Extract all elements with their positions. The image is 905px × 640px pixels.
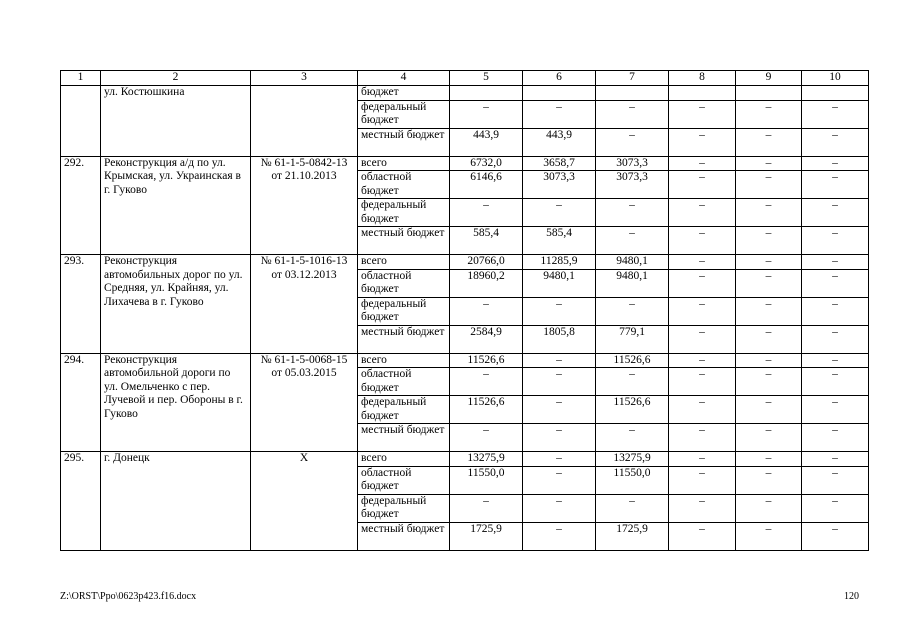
column-header: 10 (802, 71, 869, 86)
amount-cell: 2584,9 (450, 325, 523, 353)
amount-cell: 443,9 (450, 128, 523, 156)
amount-cell: 585,4 (450, 227, 523, 255)
amount-cell: – (450, 494, 523, 522)
amount-cell: 11526,6 (450, 353, 523, 368)
table-row (61, 156, 869, 171)
amount-cell: 1725,9 (596, 522, 669, 550)
entry-number: 292. (61, 156, 101, 255)
amount-cell: – (523, 466, 596, 494)
amount-cell: – (596, 424, 669, 452)
amount-cell: – (802, 100, 869, 128)
amount-cell: – (596, 297, 669, 325)
amount-cell: – (802, 227, 869, 255)
amount-cell: – (669, 368, 736, 396)
amount-cell: – (669, 424, 736, 452)
amount-cell: – (669, 100, 736, 128)
amount-cell: 18960,2 (450, 269, 523, 297)
amount-cell: 11550,0 (596, 466, 669, 494)
amount-cell: – (736, 325, 802, 353)
column-number-row (61, 71, 869, 86)
amount-cell: – (669, 227, 736, 255)
amount-cell: – (736, 199, 802, 227)
file-path: Z:\ORST\Ppo\0623p423.f16.docx (60, 591, 197, 602)
amount-cell: – (802, 199, 869, 227)
amount-cell: – (669, 156, 736, 171)
amount-cell: – (736, 368, 802, 396)
table-row (61, 255, 869, 270)
amount-cell: – (802, 494, 869, 522)
amount-cell: – (736, 171, 802, 199)
amount-cell: – (669, 269, 736, 297)
funding-source: областной бюджет (358, 466, 450, 494)
object-name: Реконструкция автомобильной дороги по ул. Омельченко с пер. Лучевой и пер. Обороны в г. Гуково (101, 353, 251, 452)
amount-cell: – (736, 396, 802, 424)
amount-cell: – (736, 128, 802, 156)
amount-cell: – (736, 466, 802, 494)
amount-cell: 3073,3 (596, 156, 669, 171)
funding-source: всего (358, 452, 450, 467)
object-name: Реконструкция автомобильных дорог по ул. Средняя, ул. Крайняя, ул. Лихачева в г. Гуково (101, 255, 251, 354)
amount-cell: – (736, 269, 802, 297)
column-header: 6 (523, 71, 596, 86)
object-name: г. Донецк (101, 452, 251, 551)
amount-cell: 3073,3 (596, 171, 669, 199)
amount-cell: – (450, 199, 523, 227)
amount-cell: 443,9 (523, 128, 596, 156)
column-header: 8 (669, 71, 736, 86)
amount-cell: 11526,6 (596, 353, 669, 368)
funding-source: всего (358, 255, 450, 270)
amount-cell: – (736, 522, 802, 550)
table-row (61, 353, 869, 368)
page-number: 120 (844, 591, 859, 602)
funding-source: федеральный бюджет (358, 396, 450, 424)
amount-cell: – (802, 325, 869, 353)
amount-cell: – (523, 199, 596, 227)
amount-cell: – (450, 368, 523, 396)
amount-cell (736, 86, 802, 101)
amount-cell: – (596, 494, 669, 522)
amount-cell: – (802, 156, 869, 171)
funding-source: местный бюджет (358, 522, 450, 550)
amount-cell: 3073,3 (523, 171, 596, 199)
funding-source: федеральный бюджет (358, 100, 450, 128)
funding-source: областной бюджет (358, 171, 450, 199)
funding-source: всего (358, 353, 450, 368)
amount-cell: – (596, 128, 669, 156)
amount-cell: – (669, 297, 736, 325)
amount-cell: 9480,1 (523, 269, 596, 297)
table-row (61, 452, 869, 467)
amount-cell: – (802, 368, 869, 396)
amount-cell: – (669, 171, 736, 199)
amount-cell: – (736, 297, 802, 325)
amount-cell: – (736, 452, 802, 467)
amount-cell: – (669, 494, 736, 522)
amount-cell: – (596, 199, 669, 227)
amount-cell: – (523, 368, 596, 396)
amount-cell (669, 86, 736, 101)
funding-source: областной бюджет (358, 269, 450, 297)
amount-cell: – (450, 100, 523, 128)
funding-source: местный бюджет (358, 227, 450, 255)
amount-cell: – (736, 100, 802, 128)
amount-cell: 11526,6 (596, 396, 669, 424)
column-header: 3 (251, 71, 358, 86)
amount-cell: – (669, 353, 736, 368)
funding-source: местный бюджет (358, 128, 450, 156)
amount-cell: – (596, 100, 669, 128)
amount-cell: – (669, 255, 736, 270)
approval-document (251, 86, 358, 157)
amount-cell: – (523, 297, 596, 325)
object-name: ул. Костюшкина (101, 86, 251, 157)
amount-cell: – (736, 156, 802, 171)
approval-document: № 61-1-5-0842-13 от 21.10.2013 (251, 156, 358, 255)
amount-cell: – (736, 255, 802, 270)
column-header: 4 (358, 71, 450, 86)
amount-cell: – (736, 424, 802, 452)
amount-cell: 9480,1 (596, 255, 669, 270)
amount-cell: 13275,9 (450, 452, 523, 467)
object-name: Реконструкция а/д по ул. Крымская, ул. Украинская в г. Гуково (101, 156, 251, 255)
amount-cell: 20766,0 (450, 255, 523, 270)
amount-cell: 6732,0 (450, 156, 523, 171)
amount-cell: – (802, 522, 869, 550)
funding-source: местный бюджет (358, 325, 450, 353)
entry-number: 294. (61, 353, 101, 452)
amount-cell: – (736, 494, 802, 522)
amount-cell: – (802, 396, 869, 424)
amount-cell: – (669, 128, 736, 156)
amount-cell: 6146,6 (450, 171, 523, 199)
amount-cell: 1805,8 (523, 325, 596, 353)
amount-cell: – (669, 325, 736, 353)
amount-cell: 13275,9 (596, 452, 669, 467)
amount-cell: 779,1 (596, 325, 669, 353)
amount-cell: – (802, 128, 869, 156)
funding-source: федеральный бюджет (358, 297, 450, 325)
amount-cell: – (450, 297, 523, 325)
amount-cell: – (802, 255, 869, 270)
amount-cell: – (523, 494, 596, 522)
amount-cell: – (596, 368, 669, 396)
amount-cell: 11285,9 (523, 255, 596, 270)
amount-cell: – (450, 424, 523, 452)
entry-number: 295. (61, 452, 101, 551)
approval-document: Х (251, 452, 358, 551)
amount-cell: – (802, 297, 869, 325)
amount-cell (523, 86, 596, 101)
amount-cell: – (802, 171, 869, 199)
amount-cell: 11550,0 (450, 466, 523, 494)
column-header: 7 (596, 71, 669, 86)
amount-cell: 1725,9 (450, 522, 523, 550)
amount-cell: – (802, 466, 869, 494)
amount-cell (802, 86, 869, 101)
amount-cell: – (802, 269, 869, 297)
amount-cell: – (802, 353, 869, 368)
funding-source: областной бюджет (358, 368, 450, 396)
amount-cell: – (523, 452, 596, 467)
amount-cell: – (669, 199, 736, 227)
budget-table (60, 70, 869, 551)
table-row (61, 86, 869, 101)
table-body (61, 71, 869, 551)
column-header: 1 (61, 71, 101, 86)
column-header: 2 (101, 71, 251, 86)
entry-number (61, 86, 101, 157)
amount-cell: – (669, 452, 736, 467)
funding-source: федеральный бюджет (358, 199, 450, 227)
amount-cell: – (523, 522, 596, 550)
amount-cell: 585,4 (523, 227, 596, 255)
amount-cell: – (669, 396, 736, 424)
funding-source: федеральный бюджет (358, 494, 450, 522)
amount-cell: – (802, 452, 869, 467)
amount-cell: – (736, 227, 802, 255)
amount-cell: – (596, 227, 669, 255)
amount-cell: – (802, 424, 869, 452)
amount-cell: – (523, 353, 596, 368)
amount-cell (596, 86, 669, 101)
column-header: 9 (736, 71, 802, 86)
column-header: 5 (450, 71, 523, 86)
funding-source: бюджет (358, 86, 450, 101)
amount-cell: 3658,7 (523, 156, 596, 171)
approval-document: № 61-1-5-0068-15 от 05.03.2015 (251, 353, 358, 452)
amount-cell: – (523, 396, 596, 424)
amount-cell: – (669, 522, 736, 550)
funding-source: местный бюджет (358, 424, 450, 452)
amount-cell: – (736, 353, 802, 368)
amount-cell: 9480,1 (596, 269, 669, 297)
amount-cell (450, 86, 523, 101)
amount-cell: – (523, 100, 596, 128)
amount-cell: – (523, 424, 596, 452)
amount-cell: 11526,6 (450, 396, 523, 424)
funding-source: всего (358, 156, 450, 171)
entry-number: 293. (61, 255, 101, 354)
approval-document: № 61-1-5-1016-13 от 03.12.2013 (251, 255, 358, 354)
amount-cell: – (669, 466, 736, 494)
